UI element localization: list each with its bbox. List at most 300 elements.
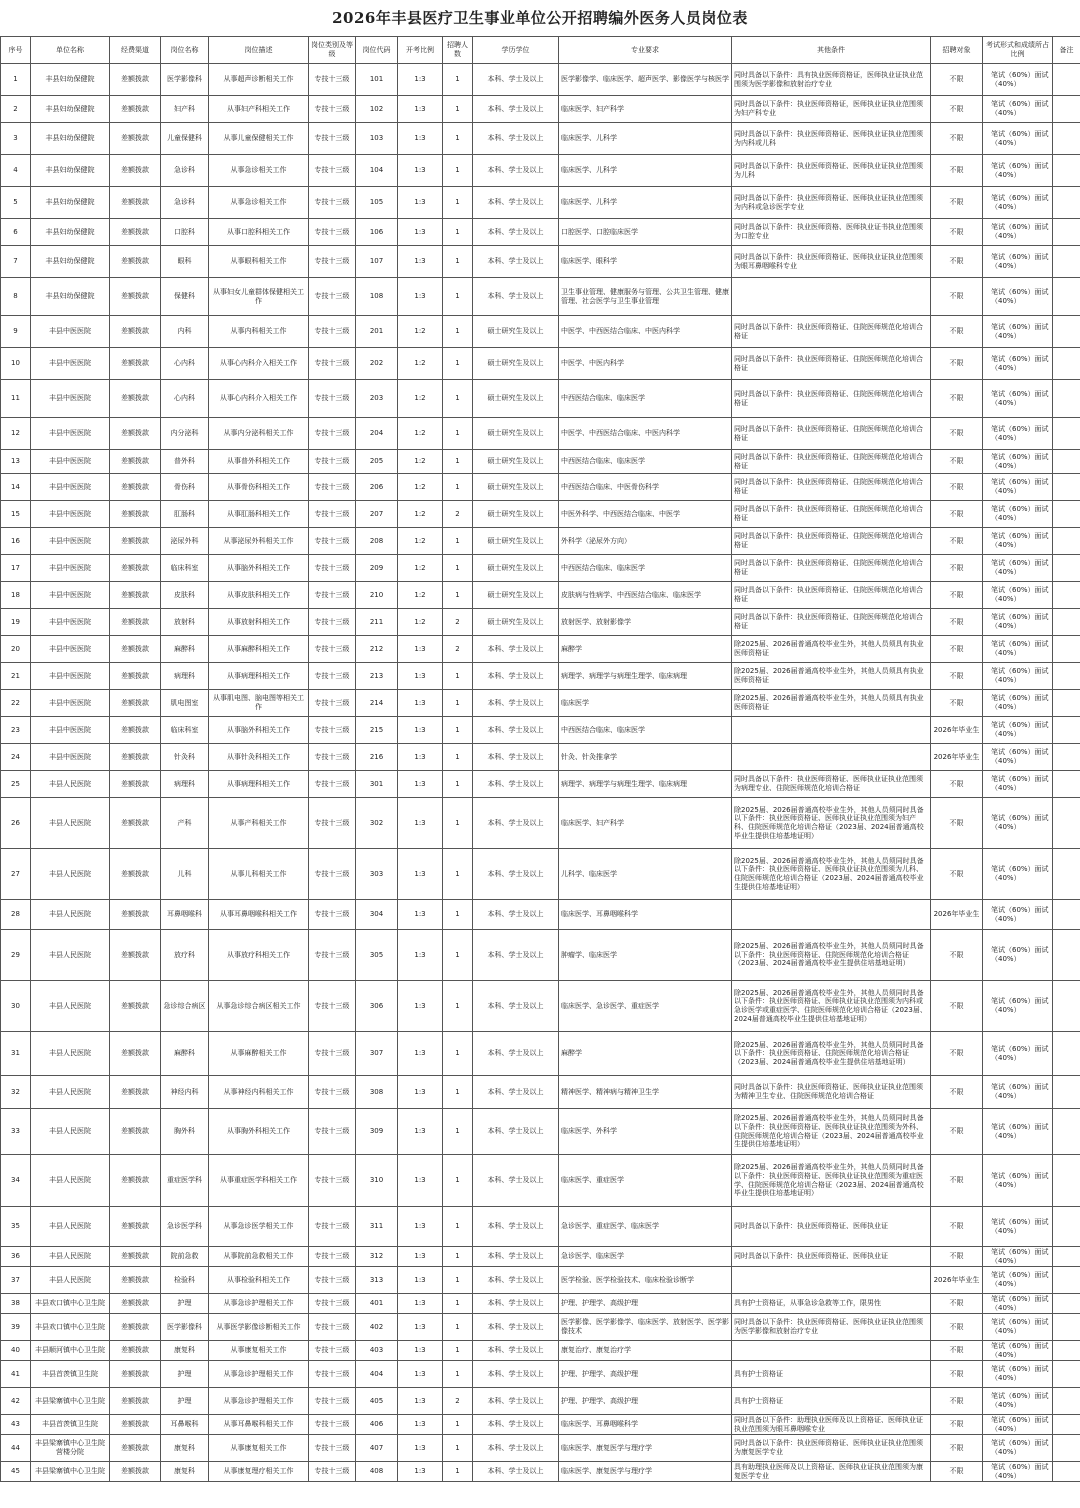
cell-post-name: 护理 — [161, 1361, 209, 1388]
cell-education: 本科、学士及以上 — [473, 1361, 559, 1388]
cell-other-conditions — [732, 1267, 931, 1294]
header-education: 学历学位 — [473, 37, 559, 64]
cell-exam-format: 笔试（60%）面试（40%） — [983, 663, 1053, 690]
cell-post-code: 405 — [356, 1388, 398, 1415]
cell-major-requirement: 护理、护理学、高级护理 — [559, 1388, 732, 1415]
cell-unit-name: 丰县梁寨镇中心卫生院 — [31, 1388, 110, 1415]
cell-post-code: 103 — [356, 123, 398, 155]
cell-funding: 差额拨款 — [110, 219, 161, 246]
cell-major-requirement: 口腔医学、口腔临床医学 — [559, 219, 732, 246]
cell-seq: 26 — [1, 798, 31, 849]
cell-unit-name: 丰县中医医院 — [31, 528, 110, 555]
table-row — [1, 1314, 1080, 1341]
table-row — [1, 1361, 1080, 1388]
cell-funding: 差额拨款 — [110, 771, 161, 798]
table-row — [1, 380, 1080, 418]
cell-post-name: 临床科室 — [161, 717, 209, 744]
cell-major-requirement: 急诊医学、重症医学、临床医学 — [559, 1207, 732, 1247]
cell-post-code: 304 — [356, 900, 398, 930]
cell-major-requirement: 中医学、中西医结合临床、中医内科学 — [559, 316, 732, 348]
cell-unit-name: 丰县中医医院 — [31, 663, 110, 690]
table-row — [1, 316, 1080, 348]
cell-post-description: 从事病理科相关工作 — [209, 771, 309, 798]
cell-seq: 19 — [1, 609, 31, 636]
cell-exam-format: 笔试（60%）面试（40%） — [983, 1155, 1053, 1207]
cell-other-conditions: 除2025届、2026届普通高校毕业生外，其他人员须具有执业医师资格证 — [732, 690, 931, 717]
cell-target-applicants: 不限 — [931, 930, 983, 981]
table-row — [1, 900, 1080, 930]
cell-target-applicants: 不限 — [931, 474, 983, 501]
cell-seq: 3 — [1, 123, 31, 155]
cell-post-description: 从事眼科相关工作 — [209, 246, 309, 278]
cell-other-conditions: 同时具备以下条件：助理执业医师及以上资格证、医师执业证执业范围须为眼耳鼻咽喉专业 — [732, 1415, 931, 1435]
cell-other-conditions: 具有护士资格证 — [732, 1388, 931, 1415]
cell-post-grade: 专技十三级 — [309, 900, 356, 930]
cell-hire-count: 1 — [443, 155, 473, 187]
cell-unit-name: 丰县梁寨镇中心卫生院 — [31, 1462, 110, 1482]
cell-education: 本科、学士及以上 — [473, 1155, 559, 1207]
cell-exam-ratio: 1:3 — [398, 690, 443, 717]
cell-target-applicants: 2026年毕业生 — [931, 717, 983, 744]
table-row — [1, 1435, 1080, 1462]
cell-post-description: 从事内分泌科相关工作 — [209, 418, 309, 450]
cell-exam-format: 笔试（60%）面试（40%） — [983, 418, 1053, 450]
cell-post-name: 妇产科 — [161, 96, 209, 123]
cell-exam-format: 笔试（60%）面试（40%） — [983, 316, 1053, 348]
cell-exam-ratio: 1:2 — [398, 450, 443, 474]
cell-post-code: 302 — [356, 798, 398, 849]
cell-target-applicants: 不限 — [931, 663, 983, 690]
cell-post-code: 213 — [356, 663, 398, 690]
cell-other-conditions — [732, 1341, 931, 1361]
cell-education: 硕士研究生及以上 — [473, 501, 559, 528]
table-row — [1, 717, 1080, 744]
table-row — [1, 582, 1080, 609]
cell-post-code: 312 — [356, 1247, 398, 1267]
cell-hire-count: 1 — [443, 663, 473, 690]
cell-remarks — [1053, 123, 1080, 155]
cell-seq: 40 — [1, 1341, 31, 1361]
header-major-requirement: 专业要求 — [559, 37, 732, 64]
cell-post-description: 从事急诊医学相关工作 — [209, 1207, 309, 1247]
cell-seq: 44 — [1, 1435, 31, 1462]
cell-post-code: 209 — [356, 555, 398, 582]
cell-hire-count: 1 — [443, 316, 473, 348]
cell-remarks — [1053, 900, 1080, 930]
cell-major-requirement: 中西医结合临床、临床医学 — [559, 380, 732, 418]
cell-seq: 8 — [1, 278, 31, 316]
cell-exam-format: 笔试（60%）面试（40%） — [983, 1032, 1053, 1076]
cell-seq: 20 — [1, 636, 31, 663]
cell-post-grade: 专技十三级 — [309, 501, 356, 528]
cell-post-code: 310 — [356, 1155, 398, 1207]
cell-unit-name: 丰县人民医院 — [31, 1267, 110, 1294]
cell-other-conditions — [732, 278, 931, 316]
cell-post-name: 针灸科 — [161, 744, 209, 771]
cell-target-applicants: 不限 — [931, 187, 983, 219]
header-exam-format: 考试形式和成绩所占比例 — [983, 37, 1053, 64]
table-row — [1, 348, 1080, 380]
cell-exam-format: 笔试（60%）面试（40%） — [983, 609, 1053, 636]
cell-post-name: 急诊科 — [161, 155, 209, 187]
cell-other-conditions: 同时具备以下条件：执业医师资格证、住院医师规范化培训合格证 — [732, 316, 931, 348]
cell-remarks — [1053, 474, 1080, 501]
table-row — [1, 1076, 1080, 1109]
cell-seq: 7 — [1, 246, 31, 278]
table-row — [1, 663, 1080, 690]
header-remarks: 备注 — [1053, 37, 1080, 64]
cell-hire-count: 1 — [443, 690, 473, 717]
table-row — [1, 1247, 1080, 1267]
cell-other-conditions: 同时具备以下条件：执业医师资格证、住院医师规范化培训合格证 — [732, 528, 931, 555]
cell-exam-format: 笔试（60%）面试（40%） — [983, 1247, 1053, 1267]
cell-post-description: 从事急诊相关工作 — [209, 187, 309, 219]
cell-post-code: 313 — [356, 1267, 398, 1294]
cell-post-description: 从事检验科相关工作 — [209, 1267, 309, 1294]
cell-major-requirement: 针灸、针灸推拿学 — [559, 744, 732, 771]
cell-exam-ratio: 1:3 — [398, 1247, 443, 1267]
cell-exam-format: 笔试（60%）面试（40%） — [983, 1207, 1053, 1247]
cell-unit-name: 丰县中医医院 — [31, 474, 110, 501]
cell-other-conditions: 同时具备以下条件：执业医师资格证、医师执业证执业范围须为儿科 — [732, 155, 931, 187]
positions-table — [0, 36, 1080, 1482]
cell-remarks — [1053, 1388, 1080, 1415]
cell-unit-name: 丰县人民医院 — [31, 1076, 110, 1109]
cell-major-requirement: 外科学（泌尿外方向） — [559, 528, 732, 555]
cell-remarks — [1053, 981, 1080, 1032]
cell-post-grade: 专技十三级 — [309, 418, 356, 450]
cell-major-requirement: 康复治疗、康复治疗学 — [559, 1341, 732, 1361]
cell-post-name: 普外科 — [161, 450, 209, 474]
cell-post-grade: 专技十三级 — [309, 123, 356, 155]
cell-target-applicants: 不限 — [931, 64, 983, 96]
cell-education: 硕士研究生及以上 — [473, 555, 559, 582]
header-other-conditions: 其他条件 — [732, 37, 931, 64]
cell-hire-count: 1 — [443, 418, 473, 450]
cell-unit-name: 丰县妇幼保健院 — [31, 96, 110, 123]
cell-post-description: 从事骨伤科相关工作 — [209, 474, 309, 501]
table-row — [1, 1415, 1080, 1435]
cell-exam-ratio: 1:3 — [398, 900, 443, 930]
cell-post-name: 放疗科 — [161, 930, 209, 981]
cell-unit-name: 丰县人民医院 — [31, 1109, 110, 1155]
cell-remarks — [1053, 1314, 1080, 1341]
cell-target-applicants: 不限 — [931, 1415, 983, 1435]
cell-education: 硕士研究生及以上 — [473, 418, 559, 450]
cell-hire-count: 1 — [443, 528, 473, 555]
cell-post-description: 从事皮肤科相关工作 — [209, 582, 309, 609]
cell-post-description: 从事肌电图、脑电图等相关工作 — [209, 690, 309, 717]
cell-exam-ratio: 1:3 — [398, 1361, 443, 1388]
cell-post-code: 406 — [356, 1415, 398, 1435]
cell-unit-name: 丰县欢口镇中心卫生院 — [31, 1294, 110, 1314]
cell-major-requirement: 临床医学、儿科学 — [559, 155, 732, 187]
cell-major-requirement: 卫生事业管理、健康服务与管理、公共卫生管理、健康管理、社会医学与卫生事业管理 — [559, 278, 732, 316]
cell-education: 本科、学士及以上 — [473, 1032, 559, 1076]
cell-target-applicants: 不限 — [931, 1076, 983, 1109]
cell-major-requirement: 医学影像、医学影像学、临床医学、放射医学、医学影像技术 — [559, 1314, 732, 1341]
cell-post-name: 口腔科 — [161, 219, 209, 246]
cell-hire-count: 1 — [443, 771, 473, 798]
cell-post-description: 从事康复相关工作 — [209, 1435, 309, 1462]
cell-post-grade: 专技十三级 — [309, 316, 356, 348]
cell-unit-name: 丰县顺河镇中心卫生院 — [31, 1341, 110, 1361]
cell-funding: 差额拨款 — [110, 316, 161, 348]
cell-hire-count: 2 — [443, 636, 473, 663]
cell-post-name: 急诊综合病区 — [161, 981, 209, 1032]
cell-exam-format: 笔试（60%）面试（40%） — [983, 123, 1053, 155]
cell-seq: 5 — [1, 187, 31, 219]
cell-education: 本科、学士及以上 — [473, 1462, 559, 1482]
cell-post-grade: 专技十三级 — [309, 1388, 356, 1415]
cell-post-grade: 专技十三级 — [309, 849, 356, 900]
cell-post-grade: 专技十三级 — [309, 771, 356, 798]
table-row — [1, 501, 1080, 528]
cell-remarks — [1053, 1207, 1080, 1247]
cell-exam-format: 笔试（60%）面试（40%） — [983, 582, 1053, 609]
cell-exam-ratio: 1:3 — [398, 1207, 443, 1247]
cell-post-code: 214 — [356, 690, 398, 717]
cell-unit-name: 丰县中医医院 — [31, 450, 110, 474]
cell-education: 本科、学士及以上 — [473, 246, 559, 278]
cell-post-name: 皮肤科 — [161, 582, 209, 609]
cell-post-grade: 专技十三级 — [309, 1361, 356, 1388]
cell-other-conditions: 除2025届、2026届普通高校毕业生外，其他人员须同时具备以下条件：执业医师资格证、医师执业证执业范围须为重症医学、住院医师规范化培训合格证（2023届、2024届普通高校毕业生提供住培基地证明） — [732, 1155, 931, 1207]
cell-funding: 差额拨款 — [110, 555, 161, 582]
cell-exam-ratio: 1:3 — [398, 1435, 443, 1462]
cell-post-code: 107 — [356, 246, 398, 278]
cell-major-requirement: 病理学、病理学与病理生理学、临床病理 — [559, 771, 732, 798]
cell-post-code: 216 — [356, 744, 398, 771]
cell-seq: 4 — [1, 155, 31, 187]
cell-other-conditions: 同时具备以下条件：执业医师资格证、医师执业证执业范围须为医学影像和放射治疗专业 — [732, 1314, 931, 1341]
cell-unit-name: 丰县妇幼保健院 — [31, 64, 110, 96]
cell-remarks — [1053, 1247, 1080, 1267]
cell-other-conditions: 除2025届、2026届普通高校毕业生外，其他人员须同时具备以下条件：执业医师资格证、医师执业证执业范围须为外科、住院医师规范化培训合格证（2023届、2024届普通高校毕业生提供住培基地证明） — [732, 1109, 931, 1155]
cell-post-description: 从事脑外科相关工作 — [209, 555, 309, 582]
cell-post-description: 从事麻醉科相关工作 — [209, 636, 309, 663]
cell-exam-format: 笔试（60%）面试（40%） — [983, 64, 1053, 96]
cell-seq: 10 — [1, 348, 31, 380]
cell-education: 本科、学士及以上 — [473, 1294, 559, 1314]
cell-unit-name: 丰县人民医院 — [31, 900, 110, 930]
cell-exam-format: 笔试（60%）面试（40%） — [983, 1267, 1053, 1294]
cell-exam-ratio: 1:3 — [398, 1462, 443, 1482]
cell-unit-name: 丰县人民医院 — [31, 1155, 110, 1207]
cell-education: 本科、学士及以上 — [473, 96, 559, 123]
cell-funding: 差额拨款 — [110, 1435, 161, 1462]
cell-post-grade: 专技十三级 — [309, 1032, 356, 1076]
cell-post-name: 内分泌科 — [161, 418, 209, 450]
cell-education: 本科、学士及以上 — [473, 900, 559, 930]
cell-unit-name: 丰县人民医院 — [31, 1032, 110, 1076]
cell-exam-ratio: 1:3 — [398, 246, 443, 278]
cell-remarks — [1053, 930, 1080, 981]
cell-seq: 41 — [1, 1361, 31, 1388]
table-row — [1, 981, 1080, 1032]
cell-exam-format: 笔试（60%）面试（40%） — [983, 744, 1053, 771]
cell-seq: 12 — [1, 418, 31, 450]
cell-education: 本科、学士及以上 — [473, 798, 559, 849]
cell-hire-count: 1 — [443, 1314, 473, 1341]
cell-major-requirement: 护理、护理学、高级护理 — [559, 1294, 732, 1314]
cell-post-code: 203 — [356, 380, 398, 418]
cell-unit-name: 丰县梁寨镇中心卫生院营楼分院 — [31, 1435, 110, 1462]
cell-exam-ratio: 1:3 — [398, 278, 443, 316]
cell-post-name: 急诊医学科 — [161, 1207, 209, 1247]
cell-other-conditions: 同时具备以下条件：执业医师资格证、住院医师规范化培训合格证 — [732, 609, 931, 636]
cell-exam-format: 笔试（60%）面试（40%） — [983, 690, 1053, 717]
cell-major-requirement: 中西医结合临床、临床医学 — [559, 717, 732, 744]
cell-funding: 差额拨款 — [110, 900, 161, 930]
cell-unit-name: 丰县中医医院 — [31, 744, 110, 771]
cell-major-requirement: 急诊医学、临床医学 — [559, 1247, 732, 1267]
cell-unit-name: 丰县妇幼保健院 — [31, 187, 110, 219]
cell-other-conditions: 同时具备以下条件：具有执业医师资格证，医师执业证执业范围须为医学影像和放射治疗专业 — [732, 64, 931, 96]
cell-major-requirement: 放射医学、放射影像学 — [559, 609, 732, 636]
cell-major-requirement: 临床医学、急诊医学、重症医学 — [559, 981, 732, 1032]
cell-seq: 16 — [1, 528, 31, 555]
cell-post-grade: 专技十三级 — [309, 1267, 356, 1294]
cell-hire-count: 1 — [443, 582, 473, 609]
table-row — [1, 450, 1080, 474]
cell-hire-count: 1 — [443, 1109, 473, 1155]
cell-post-grade: 专技十三级 — [309, 744, 356, 771]
cell-post-description: 从事放射科相关工作 — [209, 609, 309, 636]
cell-target-applicants: 不限 — [931, 690, 983, 717]
cell-seq: 37 — [1, 1267, 31, 1294]
header-post-description: 岗位描述 — [209, 37, 309, 64]
cell-remarks — [1053, 798, 1080, 849]
cell-exam-ratio: 1:3 — [398, 96, 443, 123]
cell-post-code: 204 — [356, 418, 398, 450]
cell-post-grade: 专技十三级 — [309, 717, 356, 744]
cell-post-grade: 专技十三级 — [309, 1462, 356, 1482]
cell-unit-name: 丰县中医医院 — [31, 690, 110, 717]
header-unit-name: 单位名称 — [31, 37, 110, 64]
cell-remarks — [1053, 717, 1080, 744]
cell-education: 本科、学士及以上 — [473, 663, 559, 690]
cell-post-code: 404 — [356, 1361, 398, 1388]
cell-remarks — [1053, 1109, 1080, 1155]
cell-remarks — [1053, 187, 1080, 219]
cell-remarks — [1053, 380, 1080, 418]
cell-post-code: 207 — [356, 501, 398, 528]
cell-exam-ratio: 1:3 — [398, 219, 443, 246]
cell-exam-format: 笔试（60%）面试（40%） — [983, 771, 1053, 798]
cell-post-description: 从事儿科相关工作 — [209, 849, 309, 900]
cell-education: 本科、学士及以上 — [473, 1415, 559, 1435]
cell-post-description: 从事耳鼻喉科相关工作 — [209, 1415, 309, 1435]
table-row — [1, 246, 1080, 278]
cell-funding: 差额拨款 — [110, 636, 161, 663]
cell-exam-ratio: 1:3 — [398, 1032, 443, 1076]
cell-target-applicants: 不限 — [931, 528, 983, 555]
cell-seq: 28 — [1, 900, 31, 930]
table-row — [1, 219, 1080, 246]
cell-post-name: 放射科 — [161, 609, 209, 636]
cell-major-requirement: 临床医学、妇产科学 — [559, 96, 732, 123]
cell-hire-count: 1 — [443, 348, 473, 380]
cell-post-name: 肌电图室 — [161, 690, 209, 717]
cell-education: 本科、学士及以上 — [473, 930, 559, 981]
cell-major-requirement: 临床医学、妇产科学 — [559, 798, 732, 849]
cell-exam-ratio: 1:2 — [398, 528, 443, 555]
header-post-grade: 岗位类别及等级 — [309, 37, 356, 64]
table-body — [1, 64, 1080, 1482]
cell-post-grade: 专技十三级 — [309, 278, 356, 316]
cell-hire-count: 1 — [443, 187, 473, 219]
cell-funding: 差额拨款 — [110, 1388, 161, 1415]
cell-hire-count: 1 — [443, 1361, 473, 1388]
cell-funding: 差额拨款 — [110, 663, 161, 690]
cell-hire-count: 1 — [443, 1076, 473, 1109]
cell-post-name: 麻醉科 — [161, 636, 209, 663]
cell-major-requirement: 临床医学、儿科学 — [559, 187, 732, 219]
table-row — [1, 690, 1080, 717]
cell-funding: 差额拨款 — [110, 981, 161, 1032]
cell-target-applicants: 不限 — [931, 316, 983, 348]
page-title: 2026年丰县医疗卫生事业单位公开招聘编外医务人员岗位表 — [332, 9, 748, 27]
cell-post-description: 从事妇女儿童群体保健相关工作 — [209, 278, 309, 316]
cell-other-conditions — [732, 900, 931, 930]
cell-exam-ratio: 1:2 — [398, 418, 443, 450]
table-row — [1, 771, 1080, 798]
cell-exam-ratio: 1:3 — [398, 1388, 443, 1415]
cell-exam-format: 笔试（60%）面试（40%） — [983, 348, 1053, 380]
cell-target-applicants: 不限 — [931, 636, 983, 663]
cell-post-code: 106 — [356, 219, 398, 246]
cell-other-conditions: 同时具备以下条件：执业医师资格证、住院医师规范化培训合格证 — [732, 474, 931, 501]
cell-major-requirement: 中西医结合临床、临床医学 — [559, 450, 732, 474]
cell-exam-format: 笔试（60%）面试（40%） — [983, 555, 1053, 582]
cell-post-name: 康复科 — [161, 1341, 209, 1361]
cell-unit-name: 丰县中医医院 — [31, 582, 110, 609]
cell-major-requirement: 临床医学 — [559, 690, 732, 717]
cell-post-description: 从事心内科介入相关工作 — [209, 348, 309, 380]
cell-education: 本科、学士及以上 — [473, 1341, 559, 1361]
table-row — [1, 1294, 1080, 1314]
cell-post-description: 从事肛肠科相关工作 — [209, 501, 309, 528]
cell-remarks — [1053, 418, 1080, 450]
cell-funding: 差额拨款 — [110, 930, 161, 981]
cell-post-name: 医学影像科 — [161, 1314, 209, 1341]
cell-seq: 23 — [1, 717, 31, 744]
cell-exam-ratio: 1:3 — [398, 187, 443, 219]
cell-target-applicants: 不限 — [931, 1032, 983, 1076]
cell-target-applicants: 不限 — [931, 450, 983, 474]
cell-remarks — [1053, 555, 1080, 582]
cell-post-description: 从事急诊护理相关工作 — [209, 1388, 309, 1415]
cell-post-name: 康复科 — [161, 1462, 209, 1482]
cell-education: 本科、学士及以上 — [473, 1247, 559, 1267]
table-row — [1, 930, 1080, 981]
cell-major-requirement: 护理、护理学、高级护理 — [559, 1361, 732, 1388]
cell-seq: 17 — [1, 555, 31, 582]
cell-hire-count: 2 — [443, 1388, 473, 1415]
cell-unit-name: 丰县中医医院 — [31, 348, 110, 380]
cell-funding: 差额拨款 — [110, 1155, 161, 1207]
cell-exam-format: 笔试（60%）面试（40%） — [983, 849, 1053, 900]
cell-education: 本科、学士及以上 — [473, 981, 559, 1032]
cell-exam-format: 笔试（60%）面试（40%） — [983, 1361, 1053, 1388]
cell-target-applicants: 不限 — [931, 348, 983, 380]
cell-exam-ratio: 1:3 — [398, 1267, 443, 1294]
cell-funding: 差额拨款 — [110, 96, 161, 123]
cell-exam-format: 笔试（60%）面试（40%） — [983, 636, 1053, 663]
cell-post-name: 检验科 — [161, 1267, 209, 1294]
cell-hire-count: 1 — [443, 1415, 473, 1435]
